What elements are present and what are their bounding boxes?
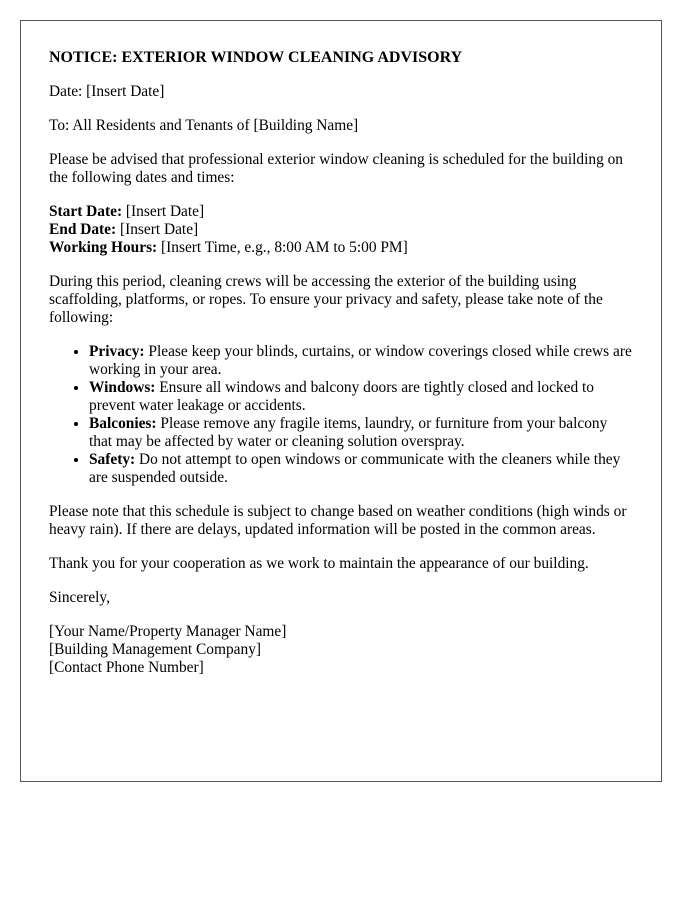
signature-name: [Your Name/Property Manager Name] [49, 623, 287, 640]
period-paragraph: During this period, cleaning crews will be accessing the exterior of the building using scaffolding, platforms, or ropes. To ensure your privacy and safety, please take note of the following: [49, 273, 603, 326]
working-hours-label: Working Hours: [49, 239, 158, 256]
intro-paragraph: Please be advised that professional exterior window cleaning is scheduled for the building on the following dates and times: [49, 151, 624, 186]
thanks-paragraph: Thank you for your cooperation as we work to maintain the appearance of our building. [49, 555, 589, 572]
notice-letter [20, 20, 662, 782]
closing-line: Sincerely, [49, 589, 110, 606]
list-item-safety [89, 451, 633, 487]
list-item-windows [89, 379, 633, 415]
start-date-line [49, 203, 633, 221]
signature-company: [Building Management Company] [49, 641, 262, 658]
signature-phone: [Contact Phone Number] [49, 659, 204, 676]
list-item-label: Privacy: [89, 343, 145, 360]
list-item-label: Safety: [89, 451, 136, 468]
working-hours-line [49, 239, 633, 257]
start-date-value: [Insert Date] [122, 203, 205, 220]
signature-block [49, 623, 633, 677]
list-item-text: Ensure all windows and balcony doors are tightly closed and locked to prevent water leakage or accidents. [89, 379, 594, 414]
end-date-value: [Insert Date] [116, 221, 199, 238]
recipient-line: To: All Residents and Tenants of [Building Name] [49, 117, 359, 134]
schedule-block [49, 203, 633, 257]
date-line: Date: [Insert Date] [49, 83, 165, 100]
start-date-label: Start Date: [49, 203, 123, 220]
working-hours-value: [Insert Time, e.g., 8:00 AM to 5:00 PM] [157, 239, 408, 256]
weather-note-paragraph: Please note that this schedule is subject to change based on weather conditions (high winds or heavy rain). If there are delays, updated information will be posted in the common areas. [49, 503, 627, 538]
list-item-privacy [89, 343, 633, 379]
end-date-label: End Date: [49, 221, 117, 238]
end-date-line [49, 221, 633, 239]
notice-title: NOTICE: EXTERIOR WINDOW CLEANING ADVISORY [49, 49, 463, 66]
list-item-label: Windows: [89, 379, 156, 396]
list-item-label: Balconies: [89, 415, 157, 432]
list-item-balconies [89, 415, 633, 451]
precautions-list [49, 343, 633, 487]
list-item-text: Please remove any fragile items, laundry, or furniture from your balcony that may be affected by water or cleaning solution overspray. [89, 415, 608, 450]
list-item-text: Please keep your blinds, curtains, or window coverings closed while crews are working in your area. [89, 343, 632, 378]
list-item-text: Do not attempt to open windows or communicate with the cleaners while they are suspended outside. [89, 451, 621, 486]
